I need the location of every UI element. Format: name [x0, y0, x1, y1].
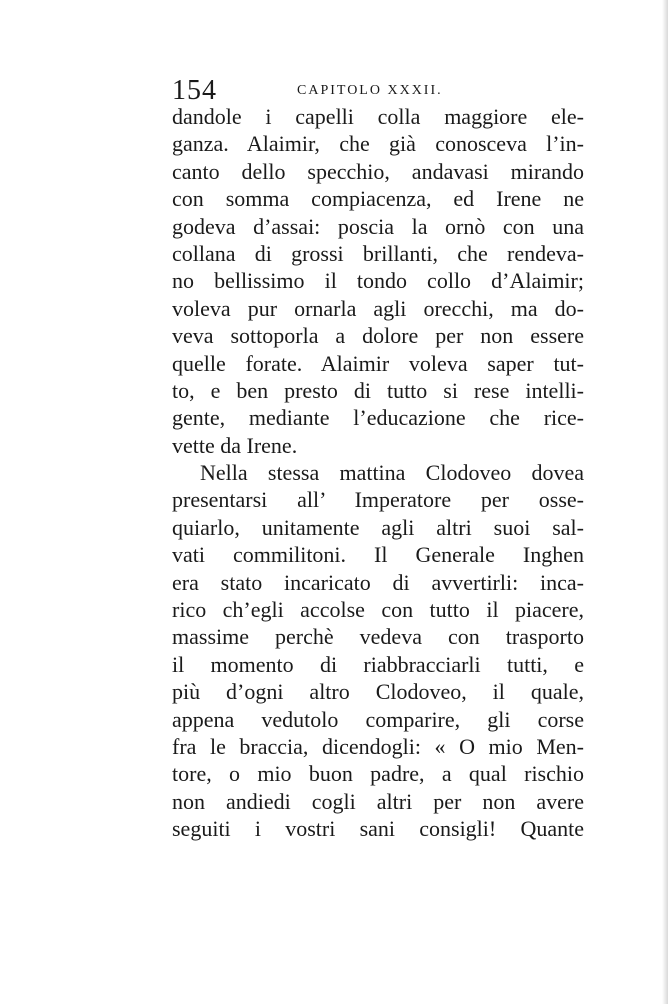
text-line: il momento di riabbracciarli tutti, e — [172, 651, 584, 677]
text-line: tore, o mio buon padre, a qual rischio — [172, 761, 584, 787]
text-line: seguiti i vostri sani consigli! Quante — [172, 816, 584, 842]
text-line: canto dello specchio, andavasi mirando — [172, 158, 584, 184]
text-line: ganza. Alaimir, che già conosceva l’in- — [172, 131, 584, 157]
text-line: vette da Irene. — [172, 432, 298, 458]
running-head: CAPITOLO XXXII. — [297, 83, 443, 98]
text-line: veva sottoporla a dolore per non essere — [172, 323, 584, 349]
text-line: appena vedutolo comparire, gli corse — [172, 706, 584, 732]
text-line: non andiedi cogli altri per non avere — [172, 788, 584, 814]
text-line: dandole i capelli colla maggiore ele- — [172, 104, 584, 129]
text-line: voleva pur ornarla agli orecchi, ma do- — [172, 295, 584, 321]
text-line: quiarlo, unitamente agli altri suoi sal- — [172, 514, 584, 540]
text-line: fra le braccia, dicendogli: « O mio Men- — [172, 733, 584, 759]
text-line: con somma compiacenza, ed Irene ne — [172, 186, 584, 212]
text-line: to, e ben presto di tutto si rese intelli- — [172, 377, 584, 403]
body-text — [172, 103, 584, 843]
text-line: gente, mediante l’educazione che rice- — [172, 405, 584, 431]
page-number: 154 — [172, 75, 217, 106]
text-line: vati commilitoni. Il Generale Inghen — [172, 542, 584, 568]
text-line: collana di grossi brillanti, che rendeva- — [172, 240, 584, 266]
text-line: era stato incaricato di avvertirli: inca- — [172, 569, 584, 595]
text-line: rico ch’egli accolse con tutto il piacere, — [172, 597, 584, 623]
text-line: più d’ogni altro Clodoveo, il quale, — [172, 679, 584, 705]
text-line: quelle forate. Alaimir voleva saper tut- — [172, 350, 584, 376]
text-line: no bellissimo il tondo collo d’Alaimir; — [172, 268, 584, 294]
text-line: massime perchè vedeva con trasporto — [172, 624, 584, 650]
text-line: Nella stessa mattina Clodoveo dovea — [200, 460, 584, 486]
page-edge-shadow — [662, 0, 668, 1004]
text-line: presentarsi all’ Imperatore per osse- — [172, 487, 584, 513]
text-line: godeva d’assai: poscia la ornò con una — [172, 213, 584, 239]
